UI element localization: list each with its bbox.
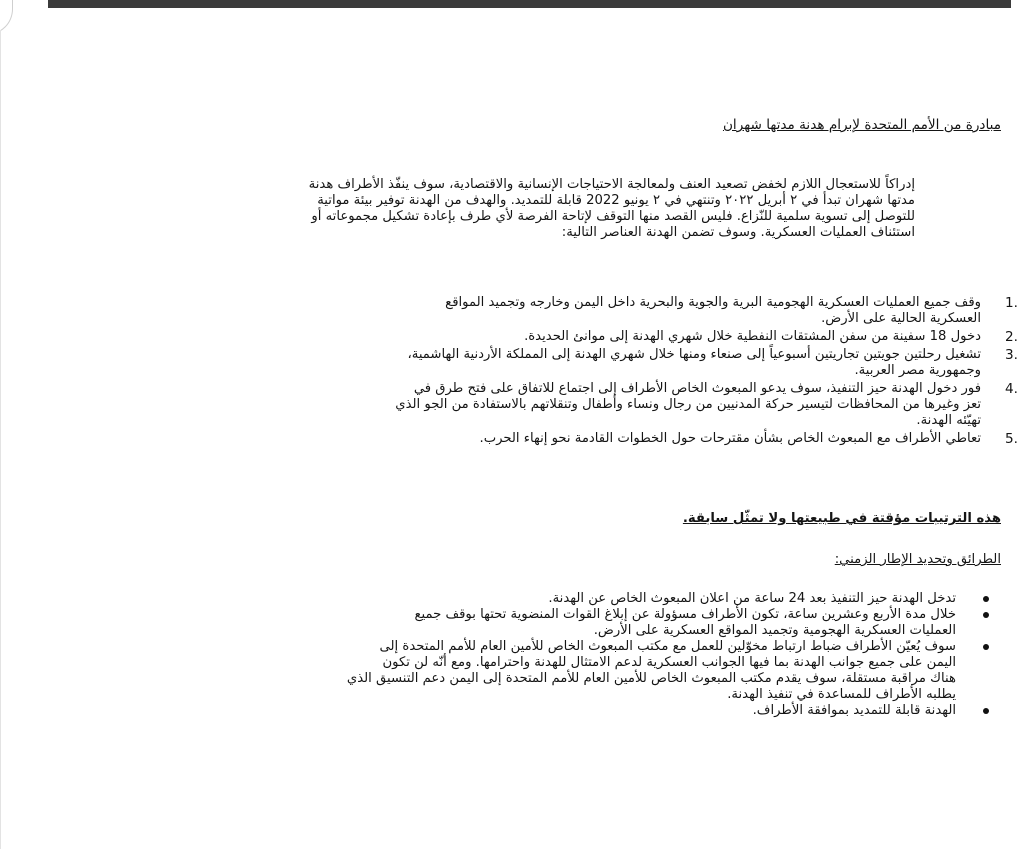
bullet-line: سوف يُعيّن الأطراف ضباط ارتباط مخوّلين للعمل مع مكتب المبعوث الخاص للأمين العام للأمم المتحدة إلى — [379, 639, 956, 654]
bullet-item — [106, 591, 956, 607]
bullet-line: اليمن على جميع جوانب الهدنة بما فيها الجوانب العسكرية لدعم الامتثال للهدنة واحترامها. ومع أنّه لن تكون — [382, 655, 956, 670]
list-item — [131, 431, 1018, 447]
item-line: تعز وغيرها من المحافظات لتيسير حركة المدنيين من رجال ونساء وأطفال وتنقلاتهم بالاستفادة من الجو الذي — [395, 397, 981, 412]
timeline-heading: الطرائق وتحديد الإطار الزمني: — [834, 552, 1001, 567]
intro-paragraph — [90, 177, 915, 241]
bullet-dot-icon — [983, 612, 989, 618]
page-left-edge — [0, 30, 1, 849]
item-number: 2. — [1005, 329, 1018, 345]
bullet-item — [106, 607, 956, 639]
bullet-dot-icon — [983, 644, 989, 650]
bullet-line: هناك مراقبة مستقلة، سوف يقدم مكتب المبعوث الخاص للأمين العام للأمم المتحدة إلى اليمن دعم التنسيق الذي — [346, 671, 956, 686]
list-item — [131, 329, 1018, 345]
item-line: دخول 18 سفينة من سفن المشتقات النفطية خلال شهري الهدنة إلى موانئ الحديدة. — [524, 329, 981, 344]
intro-line: إدراكاً للاستعجال اللازم لخفض تصعيد العنف ولمعالجة الاحتياجات الإنسانية والاقتصادية، سوف ينفّذ الأطراف هدنة — [308, 177, 915, 192]
list-item — [131, 347, 1018, 379]
intro-line: مدتها شهران تبدأ في ٢ أبريل ٢٠٢٢ وتنتهي في ٢ يونيو 2022 قابلة للتمديد. والهدف من الهدنة توفير بيئة مواتية — [317, 193, 915, 208]
item-line: العسكرية الحالية على الأرض. — [821, 311, 981, 326]
item-line: فور دخول الهدنة حيز التنفيذ، سوف يدعو المبعوث الخاص الأطراف إلى اجتماع للاتفاق على فتح طرق في — [413, 381, 981, 396]
bullet-dot-icon — [983, 708, 989, 714]
bullet-line: العمليات العسكرية الهجومية وتجميد المواقع العسكرية على الأرض. — [593, 623, 956, 638]
temporary-arrangements-note: هذه الترتيبات مؤقتة في طبيعتها ولا تمثّل سابقة. — [682, 511, 1001, 526]
top-dark-bar — [48, 0, 1011, 8]
page-corner-decoration — [0, 0, 13, 35]
item-line: وقف جميع العمليات العسكرية الهجومية البرية والجوية والبحرية داخل اليمن وخارجه وتجميد المواقع — [445, 295, 981, 310]
list-item — [131, 295, 1018, 327]
item-line: تعاطي الأطراف مع المبعوث الخاص بشأن مقترحات حول الخطوات القادمة نحو إنهاء الحرب. — [479, 431, 981, 446]
item-line: تشغيل رحلتين جويتين تجاريتين أسبوعياً إلى صنعاء ومنها خلال شهري الهدنة إلى المملكة الأردنية الهاشمية، — [407, 347, 981, 362]
bullet-line: خلال مدة الأربع وعشرين ساعة، تكون الأطراف مسؤولة عن إبلاغ القوات المنضوية تحتها بوقف جميع — [414, 607, 956, 622]
numbered-elements-list — [131, 295, 1018, 449]
item-number: 4. — [1005, 381, 1018, 397]
bullet-line: يطلبه الأطراف للمساعدة في تنفيذ الهدنة. — [727, 687, 956, 702]
list-item — [131, 381, 1018, 429]
intro-line: استئناف العمليات العسكرية. وسوف تضمن الهدنة العناصر التالية: — [561, 225, 915, 240]
bullet-line: الهدنة قابلة للتمديد بموافقة الأطراف. — [752, 703, 956, 718]
item-number: 5. — [1005, 431, 1018, 447]
document-title: مبادرة من الأمم المتحدة لإبرام هدنة مدتها شهران — [722, 117, 1001, 133]
intro-line: للتوصل إلى تسوية سلمية للنّزاع. فليس القصد منها التوقف لإتاحة الفرصة لأي طرف بإعادة تشكيل مجموعاته أو — [311, 209, 915, 224]
bullet-item — [106, 703, 956, 719]
item-line: تهيّئه الهدنة. — [916, 413, 981, 428]
item-number: 3. — [1005, 347, 1018, 363]
bullet-item — [106, 639, 956, 703]
bullet-dot-icon — [983, 596, 989, 602]
bullet-line: تدخل الهدنة حيز التنفيذ بعد 24 ساعة من اعلان المبعوث الخاص عن الهدنة. — [548, 591, 956, 606]
item-line: وجمهورية مصر العربية. — [854, 363, 981, 378]
item-number: 1. — [1005, 295, 1018, 311]
modalities-bullet-list — [106, 591, 956, 719]
